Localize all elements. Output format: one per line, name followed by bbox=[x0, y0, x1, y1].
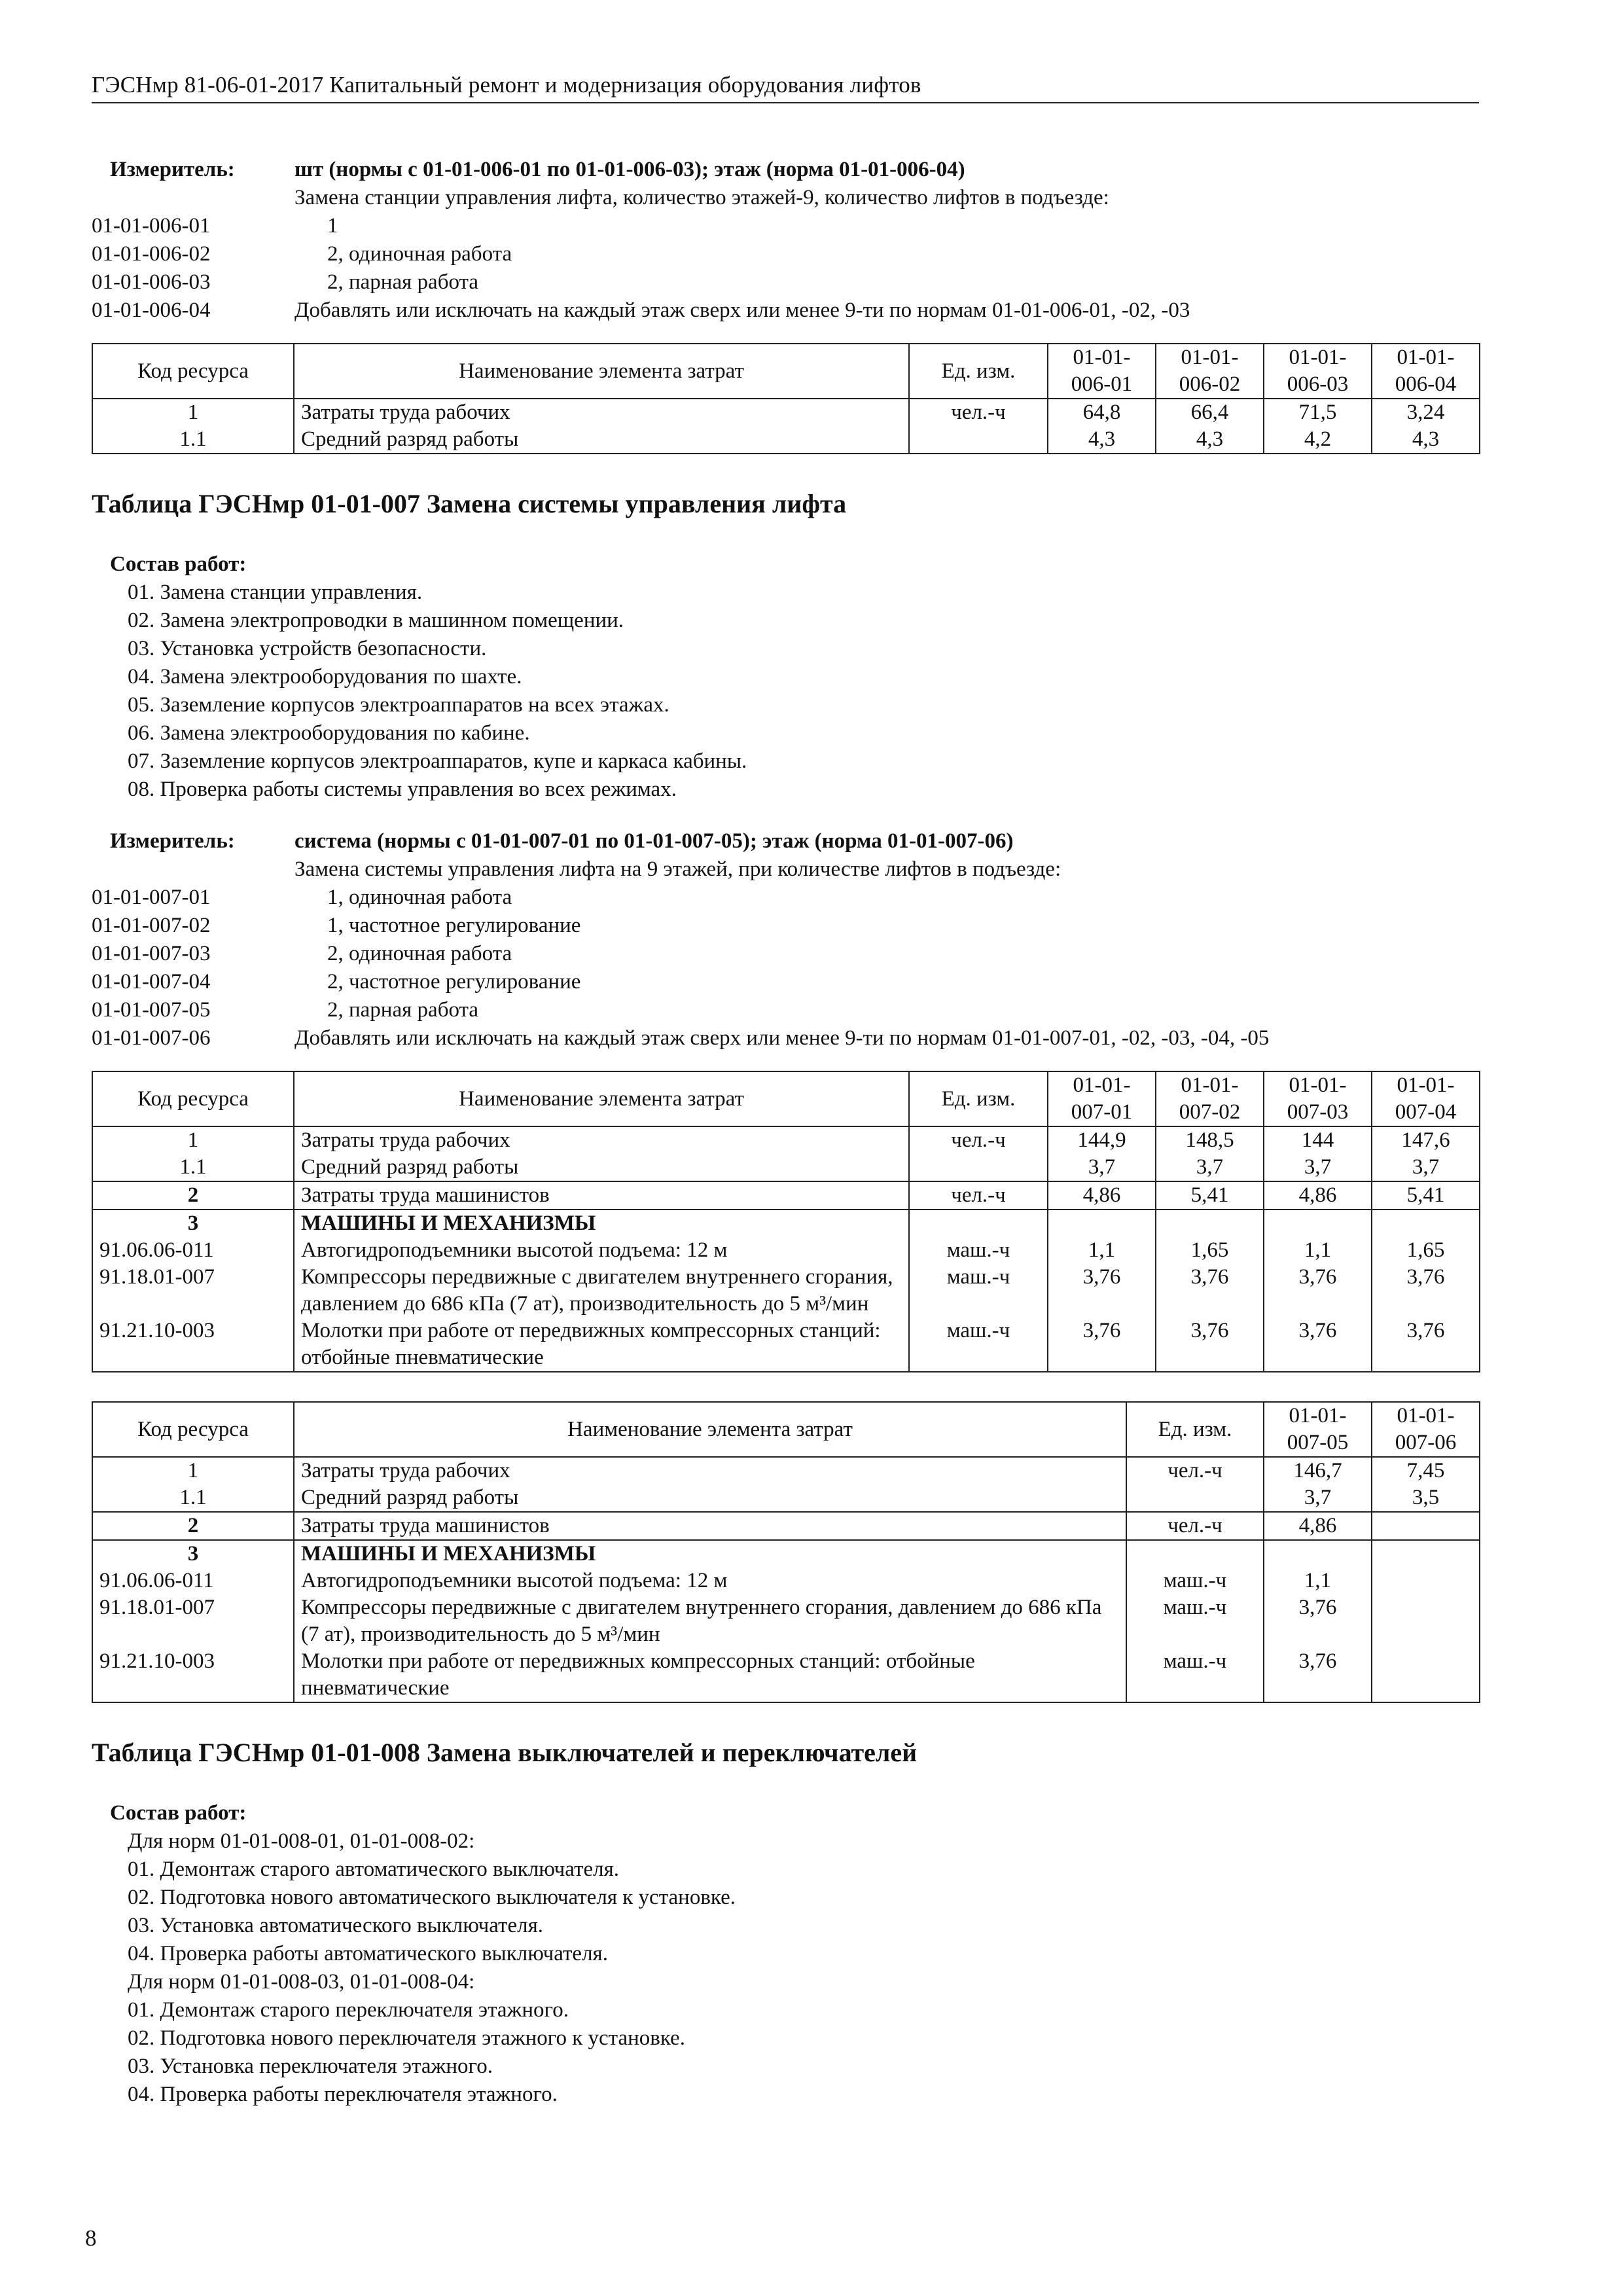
table-row bbox=[92, 1568, 1480, 1594]
table-row bbox=[92, 1512, 1480, 1540]
cell-value: 3,7 bbox=[1156, 1154, 1264, 1181]
cell-value: 3,76 bbox=[1372, 1318, 1480, 1372]
cell-value: 1,65 bbox=[1156, 1237, 1264, 1264]
meter-label: Измеритель: bbox=[110, 829, 235, 853]
cell-value: 64,8 bbox=[1048, 399, 1156, 426]
norm-code: 01-01-006-02 bbox=[92, 242, 211, 266]
norm-code: 01-01-006-01 bbox=[92, 214, 211, 238]
cell-code: 91.18.01-007 bbox=[92, 1594, 294, 1648]
cell-code: 1 bbox=[92, 399, 294, 426]
col-header-name: Наименование элемента затрат bbox=[294, 1402, 1126, 1457]
cell-unit bbox=[909, 1210, 1048, 1237]
cell-name: Средний разряд работы bbox=[294, 426, 909, 454]
meter-block-007 bbox=[92, 827, 1479, 1052]
cell-unit: чел.-ч bbox=[909, 1126, 1048, 1154]
col-header-norm: 01-01- 007-06 bbox=[1372, 1402, 1480, 1457]
table-row bbox=[92, 426, 1480, 454]
cell-value: 3,7 bbox=[1372, 1154, 1480, 1181]
norm-text: 1, частотное регулирование bbox=[327, 914, 581, 937]
cell-unit: чел.-ч bbox=[909, 399, 1048, 426]
cell-value bbox=[1264, 1540, 1372, 1568]
cell-unit: чел.-ч bbox=[1126, 1457, 1264, 1484]
work-item: Для норм 01-01-008-03, 01-01-008-04: bbox=[128, 1970, 475, 1994]
cell-value: 3,76 bbox=[1264, 1594, 1372, 1648]
cell-value: 3,76 bbox=[1156, 1264, 1264, 1318]
cell-unit: чел.-ч bbox=[1126, 1512, 1264, 1540]
work-item: 01. Демонтаж старого автоматического выключателя. bbox=[128, 1857, 620, 1881]
cell-code: 3 bbox=[92, 1210, 294, 1237]
cell-value: 147,6 bbox=[1372, 1126, 1480, 1154]
cell-value: 5,41 bbox=[1372, 1181, 1480, 1210]
table-row bbox=[92, 1126, 1480, 1154]
col-header-code: Код ресурса bbox=[92, 1402, 294, 1457]
cell-value: 66,4 bbox=[1156, 399, 1264, 426]
cell-value: 3,76 bbox=[1264, 1648, 1372, 1702]
work-item: 03. Установка автоматического выключателя. bbox=[128, 1914, 544, 1937]
table-row bbox=[92, 1318, 1480, 1372]
cell-name: Молотки при работе от передвижных компрессорных станций: отбойные пневматические bbox=[294, 1318, 909, 1372]
col-header-name: Наименование элемента затрат bbox=[294, 1071, 909, 1126]
col-header-norm: 01-01- 007-02 bbox=[1156, 1071, 1264, 1126]
table-row bbox=[92, 1594, 1480, 1648]
cell-value: 4,3 bbox=[1156, 426, 1264, 454]
cell-value: 3,24 bbox=[1372, 399, 1480, 426]
cell-name: Средний разряд работы bbox=[294, 1154, 909, 1181]
cell-value: 4,86 bbox=[1264, 1181, 1372, 1210]
cell-value: 3,76 bbox=[1264, 1264, 1372, 1318]
work-item: 04. Проверка работы переключателя этажного. bbox=[128, 2083, 558, 2106]
cell-unit: маш.-ч bbox=[1126, 1568, 1264, 1594]
page bbox=[92, 72, 1479, 2109]
cell-code: 91.21.10-003 bbox=[92, 1318, 294, 1372]
cell-value bbox=[1372, 1594, 1480, 1648]
col-header-name: Наименование элемента затрат bbox=[294, 344, 909, 399]
works-list-007 bbox=[92, 550, 1479, 804]
work-item: 03. Установка переключателя этажного. bbox=[128, 2054, 493, 2078]
norm-text: 2, частотное регулирование bbox=[327, 970, 581, 994]
cell-value: 71,5 bbox=[1264, 399, 1372, 426]
cell-name: Средний разряд работы bbox=[294, 1484, 1126, 1512]
works-title: Состав работ: bbox=[110, 1801, 247, 1825]
cell-code: 2 bbox=[92, 1512, 294, 1540]
cell-name: МАШИНЫ И МЕХАНИЗМЫ bbox=[294, 1540, 1126, 1568]
col-header-norm: 01-01- 006-02 bbox=[1156, 344, 1264, 399]
cell-code: 1 bbox=[92, 1126, 294, 1154]
cell-value: 3,7 bbox=[1264, 1484, 1372, 1512]
table-row bbox=[92, 1237, 1480, 1264]
col-header-norm: 01-01- 006-01 bbox=[1048, 344, 1156, 399]
works-title: Состав работ: bbox=[110, 552, 247, 576]
cell-unit bbox=[909, 426, 1048, 454]
cell-unit: чел.-ч bbox=[909, 1181, 1048, 1210]
cell-name: Автогидроподъемники высотой подъема: 12 м bbox=[294, 1568, 1126, 1594]
cell-value: 3,76 bbox=[1048, 1318, 1156, 1372]
table-row bbox=[92, 399, 1480, 426]
norm-code: 01-01-007-02 bbox=[92, 914, 211, 937]
cell-code: 2 bbox=[92, 1181, 294, 1210]
cell-code: 91.06.06-011 bbox=[92, 1237, 294, 1264]
cell-unit: маш.-ч bbox=[1126, 1594, 1264, 1648]
col-header-code: Код ресурса bbox=[92, 1071, 294, 1126]
col-header-unit: Ед. изм. bbox=[909, 344, 1048, 399]
work-item: 02. Замена электропроводки в машинном помещении. bbox=[128, 609, 624, 632]
meter-intro: Замена станции управления лифта, количество этажей-9, количество лифтов в подъезде: bbox=[294, 186, 1109, 209]
norm-code: 01-01-006-04 bbox=[92, 298, 211, 322]
cell-unit bbox=[909, 1154, 1048, 1181]
work-item: 04. Проверка работы автоматического выключателя. bbox=[128, 1942, 608, 1965]
col-header-code: Код ресурса bbox=[92, 344, 294, 399]
cell-value bbox=[1372, 1210, 1480, 1237]
running-header: ГЭСНмр 81-06-01-2017 Капитальный ремонт и модернизация оборудования лифтов bbox=[92, 72, 1479, 103]
cell-name: МАШИНЫ И МЕХАНИЗМЫ bbox=[294, 1210, 909, 1237]
table-row bbox=[92, 1154, 1480, 1181]
norm-code: 01-01-006-03 bbox=[92, 270, 211, 294]
cell-code: 3 bbox=[92, 1540, 294, 1568]
work-item: 06. Замена электрооборудования по кабине. bbox=[128, 721, 530, 745]
cell-name: Автогидроподъемники высотой подъема: 12 м bbox=[294, 1237, 909, 1264]
cell-value: 3,5 bbox=[1372, 1484, 1480, 1512]
work-item: 01. Демонтаж старого переключателя этажного. bbox=[128, 1998, 569, 2022]
table-row bbox=[92, 1264, 1480, 1318]
norm-text: 1, одиночная работа bbox=[327, 886, 512, 909]
cell-name: Молотки при работе от передвижных компрессорных станций: отбойные пневматические bbox=[294, 1648, 1126, 1702]
norm-text: 1 bbox=[327, 214, 338, 238]
work-item: 08. Проверка работы системы управления во всех режимах. bbox=[128, 778, 677, 801]
cell-value: 1,65 bbox=[1372, 1237, 1480, 1264]
norm-text: 2, парная работа bbox=[327, 270, 479, 294]
cell-name: Компрессоры передвижные с двигателем внутреннего сгорания, давлением до 686 кПа (7 ат), производительность до 5 м³/мин bbox=[294, 1264, 909, 1318]
cell-value: 1,1 bbox=[1264, 1237, 1372, 1264]
table-row bbox=[92, 1540, 1480, 1568]
cell-code: 91.21.10-003 bbox=[92, 1648, 294, 1702]
col-header-norm: 01-01- 006-04 bbox=[1372, 344, 1480, 399]
cell-value: 4,3 bbox=[1372, 426, 1480, 454]
work-item: 02. Подготовка нового переключателя этажного к установке. bbox=[128, 2026, 685, 2050]
cell-name: Затраты труда рабочих bbox=[294, 1457, 1126, 1484]
page-number: 8 bbox=[85, 2225, 97, 2251]
section-title-008: Таблица ГЭСНмр 01-01-008 Замена выключателей и переключателей bbox=[92, 1738, 918, 1767]
table-row bbox=[92, 1457, 1480, 1484]
norm-code: 01-01-007-01 bbox=[92, 886, 211, 909]
cell-value: 3,7 bbox=[1048, 1154, 1156, 1181]
cell-value: 3,76 bbox=[1372, 1264, 1480, 1318]
norm-text: 2, одиночная работа bbox=[327, 242, 512, 266]
cell-unit: маш.-ч bbox=[1126, 1648, 1264, 1702]
meter-label: Измеритель: bbox=[110, 158, 235, 181]
cell-value: 1,1 bbox=[1048, 1237, 1156, 1264]
cell-value: 3,76 bbox=[1156, 1318, 1264, 1372]
cell-value: 4,86 bbox=[1264, 1512, 1372, 1540]
work-item: 02. Подготовка нового автоматического выключателя к установке. bbox=[128, 1886, 736, 1909]
cell-value: 148,5 bbox=[1156, 1126, 1264, 1154]
resource-table-007-b bbox=[92, 1401, 1480, 1703]
work-item: 03. Установка устройств безопасности. bbox=[128, 637, 487, 660]
resource-table-007-a bbox=[92, 1071, 1480, 1372]
cell-value: 4,2 bbox=[1264, 426, 1372, 454]
norm-text: 2, одиночная работа bbox=[327, 942, 512, 965]
cell-unit: маш.-ч bbox=[909, 1318, 1048, 1372]
cell-value: 4,3 bbox=[1048, 426, 1156, 454]
work-item: 04. Замена электрооборудования по шахте. bbox=[128, 665, 522, 689]
cell-value bbox=[1264, 1210, 1372, 1237]
cell-value: 3,7 bbox=[1264, 1154, 1372, 1181]
norm-text: 2, парная работа bbox=[327, 998, 479, 1022]
cell-value: 5,41 bbox=[1156, 1181, 1264, 1210]
cell-name: Затраты труда машинистов bbox=[294, 1512, 1126, 1540]
cell-value bbox=[1156, 1210, 1264, 1237]
norm-code: 01-01-007-03 bbox=[92, 942, 211, 965]
table-row bbox=[92, 1181, 1480, 1210]
norm-code: 01-01-007-06 bbox=[92, 1026, 211, 1050]
col-header-norm: 01-01- 007-01 bbox=[1048, 1071, 1156, 1126]
cell-code: 1 bbox=[92, 1457, 294, 1484]
meter-value: система (нормы с 01-01-007-01 по 01-01-007-05); этаж (норма 01-01-007-06) bbox=[294, 829, 1014, 853]
cell-value: 146,7 bbox=[1264, 1457, 1372, 1484]
col-header-unit: Ед. изм. bbox=[909, 1071, 1048, 1126]
work-item: 07. Заземление корпусов электроаппаратов, купе и каркаса кабины. bbox=[128, 749, 747, 773]
norm-code: 01-01-007-04 bbox=[92, 970, 211, 994]
cell-value bbox=[1372, 1568, 1480, 1594]
cell-unit bbox=[1126, 1540, 1264, 1568]
cell-code: 91.06.06-011 bbox=[92, 1568, 294, 1594]
cell-value: 1,1 bbox=[1264, 1568, 1372, 1594]
cell-value: 144,9 bbox=[1048, 1126, 1156, 1154]
cell-value bbox=[1372, 1512, 1480, 1540]
cell-unit: маш.-ч bbox=[909, 1264, 1048, 1318]
meter-value: шт (нормы с 01-01-006-01 по 01-01-006-03); этаж (норма 01-01-006-04) bbox=[294, 158, 965, 181]
cell-unit bbox=[1126, 1484, 1264, 1512]
col-header-norm: 01-01- 007-04 bbox=[1372, 1071, 1480, 1126]
cell-name: Затраты труда рабочих bbox=[294, 399, 909, 426]
cell-value bbox=[1372, 1648, 1480, 1702]
cell-code: 1.1 bbox=[92, 1484, 294, 1512]
cell-name: Компрессоры передвижные с двигателем внутреннего сгорания, давлением до 686 кПа (7 ат), производительность до 5 м³/мин bbox=[294, 1594, 1126, 1648]
col-header-norm: 01-01- 007-05 bbox=[1264, 1402, 1372, 1457]
work-item: Для норм 01-01-008-01, 01-01-008-02: bbox=[128, 1829, 475, 1853]
cell-name: Затраты труда рабочих bbox=[294, 1126, 909, 1154]
norm-text: Добавлять или исключать на каждый этаж сверх или менее 9-ти по нормам 01-01-007-01, -02, -03, -04, -05 bbox=[294, 1026, 1270, 1050]
works-list-008 bbox=[92, 1799, 1479, 2109]
work-item: 05. Заземление корпусов электроаппаратов на всех этажах. bbox=[128, 693, 669, 717]
cell-code: 1.1 bbox=[92, 1154, 294, 1181]
col-header-unit: Ед. изм. bbox=[1126, 1402, 1264, 1457]
meter-block-006 bbox=[92, 156, 1479, 325]
norm-text: Добавлять или исключать на каждый этаж сверх или менее 9-ти по нормам 01-01-006-01, -02, -03 bbox=[294, 298, 1190, 322]
cell-code: 91.18.01-007 bbox=[92, 1264, 294, 1318]
cell-value: 4,86 bbox=[1048, 1181, 1156, 1210]
table-row bbox=[92, 1210, 1480, 1237]
cell-value: 144 bbox=[1264, 1126, 1372, 1154]
meter-intro: Замена системы управления лифта на 9 этажей, при количестве лифтов в подъезде: bbox=[294, 857, 1061, 881]
section-title-007: Таблица ГЭСНмр 01-01-007 Замена системы управления лифта bbox=[92, 489, 847, 518]
cell-value: 3,76 bbox=[1264, 1318, 1372, 1372]
resource-table-006 bbox=[92, 343, 1480, 454]
cell-name: Затраты труда машинистов bbox=[294, 1181, 909, 1210]
cell-value: 7,45 bbox=[1372, 1457, 1480, 1484]
norm-code: 01-01-007-05 bbox=[92, 998, 211, 1022]
col-header-norm: 01-01- 007-03 bbox=[1264, 1071, 1372, 1126]
cell-value bbox=[1372, 1540, 1480, 1568]
cell-unit: маш.-ч bbox=[909, 1237, 1048, 1264]
col-header-norm: 01-01- 006-03 bbox=[1264, 344, 1372, 399]
cell-code: 1.1 bbox=[92, 426, 294, 454]
table-row bbox=[92, 1484, 1480, 1512]
cell-value: 3,76 bbox=[1048, 1264, 1156, 1318]
work-item: 01. Замена станции управления. bbox=[128, 581, 423, 604]
cell-value bbox=[1048, 1210, 1156, 1237]
table-row bbox=[92, 1648, 1480, 1702]
